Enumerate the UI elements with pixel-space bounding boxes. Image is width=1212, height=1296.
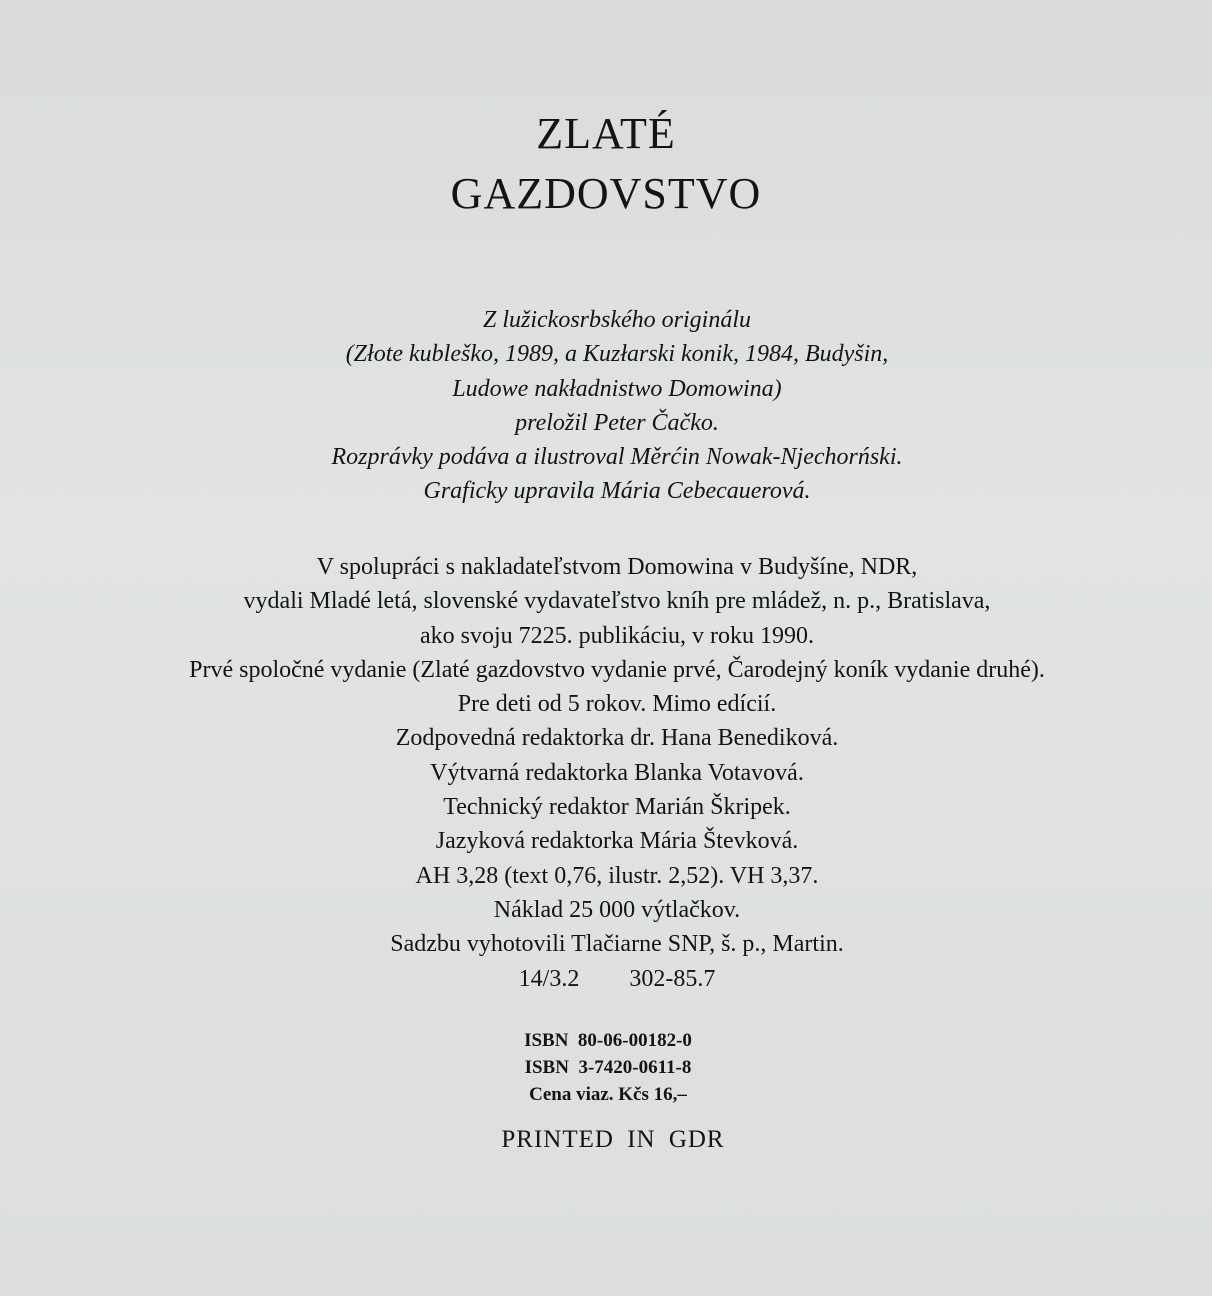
imprint-line: Výtvarná redaktorka Blanka Votavová. xyxy=(430,759,804,786)
printed-in-note: PRINTED IN GDR xyxy=(501,1126,725,1153)
catalog-code-right: 302-85.7 xyxy=(629,965,716,992)
imprint-line: AH 3,28 (text 0,76, ilustr. 2,52). VH 3,37. xyxy=(415,862,819,889)
catalog-code-left: 14/3.2 xyxy=(518,965,580,992)
isbn-block xyxy=(0,1027,1212,1108)
imprint-line: Prvé spoločné vydanie (Zlaté gazdovstvo vydanie prvé, Čarodejný koník vydanie druhé). xyxy=(189,656,1045,683)
price-line: Cena viaz. Kčs 16,– xyxy=(529,1084,687,1105)
imprint-line: Náklad 25 000 výtlačkov. xyxy=(493,896,741,923)
isbn-line: ISBN 80-06-00182-0 xyxy=(524,1030,692,1051)
credit-line: preložil Peter Čačko. xyxy=(515,409,719,436)
imprint-line: ako svoju 7225. publikáciu, v roku 1990. xyxy=(420,622,814,649)
imprint-line: V spolupráci s nakladateľstvom Domowina v Budyšíne, NDR, xyxy=(316,554,918,580)
credit-line: Ludowe nakładnistwo Domowina) xyxy=(452,375,782,402)
imprint-line: Sadzbu vyhotovili Tlačiarne SNP, š. p., Martin. xyxy=(390,931,844,958)
catalog-codes xyxy=(0,962,1212,996)
credit-line: Z lužickosrbského originálu xyxy=(483,307,751,333)
imprint-line: Technický redaktor Marián Škripek. xyxy=(443,794,791,821)
imprint-line: Jazyková redaktorka Mária Števková. xyxy=(435,828,799,855)
translation-credits xyxy=(0,303,1212,509)
isbn-line: ISBN 3-7420-0611-8 xyxy=(524,1057,692,1078)
book-title-line-2: GAZDOVSTVO xyxy=(450,169,762,218)
credit-line: Rozprávky podáva a ilustroval Měrćin Nowak-Njechorński. xyxy=(331,444,903,471)
imprint-line: vydali Mladé letá, slovenské vydavateľstvo kníh pre mládež, n. p., Bratislava, xyxy=(243,588,991,615)
book-title-line-1: ZLATÉ xyxy=(536,109,676,158)
publication-info xyxy=(0,550,1212,996)
credit-line: (Złote kubleško, 1989, a Kuzłarski konik, 1984, Budyšin, xyxy=(345,341,889,368)
imprint-line: Pre deti od 5 rokov. Mimo edícií. xyxy=(457,691,777,718)
imprint-line: Zodpovedná redaktorka dr. Hana Benediková. xyxy=(395,725,839,752)
credit-line: Graficky upravila Mária Cebecauerová. xyxy=(423,478,811,505)
